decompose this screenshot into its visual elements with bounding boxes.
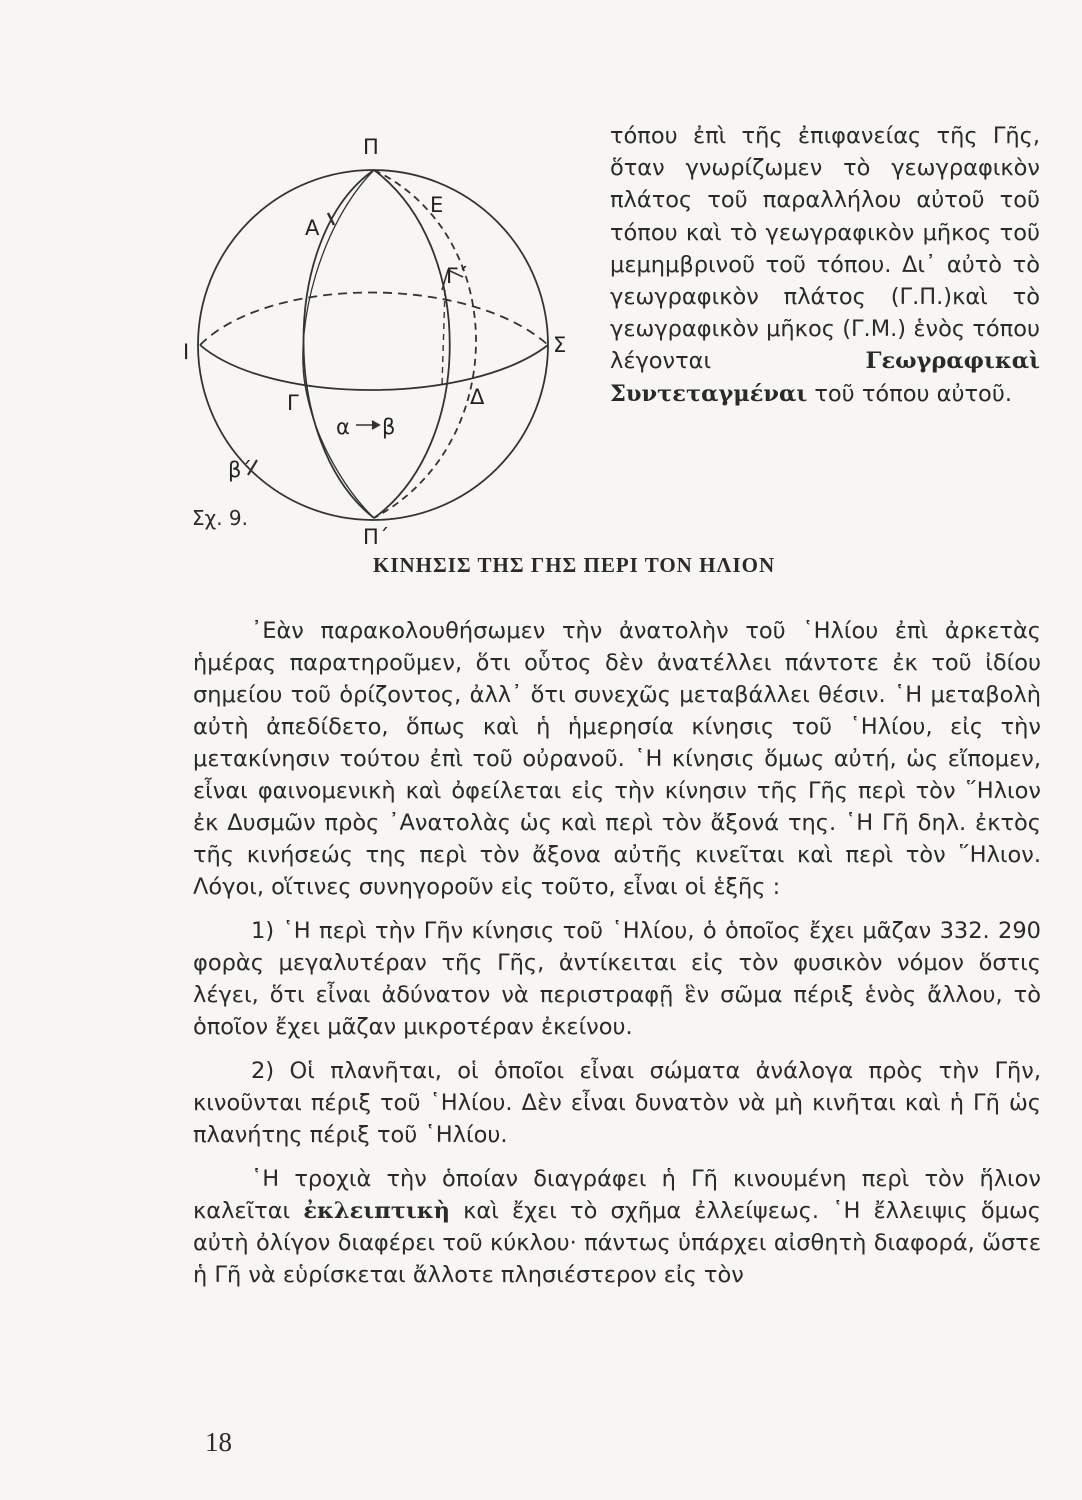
side-paragraph: [610, 120, 1040, 410]
label-south-pole: Π΄: [363, 525, 390, 549]
paragraph-1: ᾽Εὰν παρακολουθήσωμεν τὴν ἀνατολὴν τοῦ ῾Ηλίου ἐπὶ ἀρκετὰς ἡμέρας παρατηροῦμεν, ὅτι οὗτος δὲν ἀνατέλλει πάντοτε ἐκ τοῦ ἰδίου σημείου τοῦ ὁρίζοντος, ἀλλ᾽ ὅτι συνεχῶς μεταβάλλει θέσιν. ῾Η μεταβολὴ αὐτὴ ἀπεδίδετο, ὅπως καὶ ἡ ἡμερησία κίνησις τοῦ ῾Ηλίου, εἰς τὴν μετακίνησιν τούτου ἐπὶ τοῦ οὐρανοῦ. ῾Η κίνησις ὅμως αὐτή, ὡς εἴπομεν, εἶναι φαινομενικὴ καὶ ὀφείλεται εἰς τὴν κίνησιν τῆς Γῆς περὶ τὸν ῞Ηλιον ἐκ Δυσμῶν πρὸς ᾽Ανατολὰς ὡς καὶ περὶ τὸν ἄξονά της. ῾Η Γῆ δηλ. ἐκτὸς τῆς κινήσεώς της περὶ τὸν ἄξονα αὐτῆς κινεῖται καὶ περὶ τὸν ῞Ηλιον. Λόγοι, οἵτινες συνηγοροῦν εἰς τοῦτο, εἶναι οἱ ἑξῆς :: [193, 618, 1041, 900]
side-paragraph-text: [610, 120, 1040, 410]
globe-figure: [180, 125, 590, 549]
label-beta: β: [382, 415, 396, 439]
label-left-i: Ι: [183, 340, 190, 364]
side-text-bold-term: Γεωγραφικαὶ Συντεταγμέναι: [610, 348, 1040, 407]
equator-back: [200, 293, 548, 346]
equator-front: [200, 345, 548, 390]
paragraph-2: 1) ῾Η περὶ τὴν Γῆν κίνησις τοῦ ῾Ηλίου, ὁ ὁποῖος ἔχει μᾶζαν 332. 290 φορὰς μεγαλυτέραν τῆς Γῆς, ἀντίκειται εἰς τὸν φυσικὸν νόμον ὅστις λέγει, ὅτι εἶναι ἀδύνατον νὰ περιστραφῇ ἓν σῶμα πέριξ ἑνὸς ἄλλου, τὸ ὁποῖον ἔχει μᾶζαν μικροτέραν ἐκείνου.: [193, 918, 1041, 1040]
side-text-end: τοῦ τόπου αὐτοῦ.: [814, 380, 1012, 407]
paragraph-4-end: καὶ ἔχει τὸ σχῆμα ἐλλείψεως. ῾Η ἔλλειψις ὅμως αὐτὴ ὀλίγον διαφέρει τοῦ κύκλου· πάντως ὑπάρχει αἰσθητὴ διαφορά, ὥστε ἡ Γῆ νὰ εὑρίσκεται ἄλλοτε πλησιέστερον εἰς τὸν: [193, 1198, 1042, 1288]
label-alpha: α: [336, 415, 350, 439]
figure-caption: Σχ. 9.: [192, 506, 248, 530]
section-heading: ΚΙΝΗΣΙΣ ΤΗΣ ΓΗΣ ΠΕΡΙ ΤΟΝ ΗΛΙΟΝ: [373, 553, 776, 577]
meridian-back-right: [374, 170, 476, 518]
latitude-dashed: [442, 290, 445, 385]
paragraph-3: 2) Οἱ πλανῆται, οἱ ὁποῖοι εἶναι σώματα ἀνάλογα πρὸς τὴν Γῆν, κινοῦνται πέριξ τοῦ ῾Ηλίου. Δὲν εἶναι δυνατὸν νὰ μὴ κινῆται καὶ ἡ Γῆ ὡς πλανήτης πέριξ τοῦ ῾Ηλίου.: [193, 1058, 1041, 1148]
label-right-s: Σ: [553, 333, 567, 357]
label-point-g-prime: Γ΄: [446, 264, 469, 288]
label-point-g: Γ: [287, 391, 299, 415]
label-point-a: Α: [305, 216, 320, 240]
paragraph-4-bold-term: ἐκλειπτικὴ: [303, 1198, 450, 1224]
label-point-e: Ε: [430, 193, 444, 217]
globe-diagram: [180, 125, 590, 545]
paragraph-4-start: ῾Η τροχιὰ τὴν ὁποίαν διαγράφει ἡ Γῆ κινουμένη περὶ τὸν ἥλιον καλεῖται: [193, 1166, 1041, 1224]
body-text: [193, 615, 1041, 1303]
paragraph-4: [193, 1163, 1041, 1291]
page-number: 18: [205, 1427, 232, 1457]
label-beta-prime: β΄: [228, 458, 252, 482]
arrow-head: [372, 421, 379, 429]
label-north-pole: Π: [363, 135, 379, 159]
meridian-front-right: [374, 170, 450, 518]
side-text-start: τόπου ἐπὶ τῆς ἐπιφανείας τῆς Γῆς, ὅταν γνωρίζωμεν τὸ γεωγραφικὸν πλάτος τοῦ παραλλήλου αὐτοῦ τοῦ τόπου καὶ τὸ γεωγραφικὸν μῆκος τοῦ μεμημβρινοῦ τοῦ τόπου. Δι᾽ αὐτὸ τὸ γεωγραφικὸν πλάτος (Γ.Π.)καὶ τὸ γεωγραφικὸν μῆκος (Γ.Μ.) ἑνὸς τόπου λέγονται: [610, 123, 1040, 375]
label-point-d: Δ: [470, 385, 485, 409]
